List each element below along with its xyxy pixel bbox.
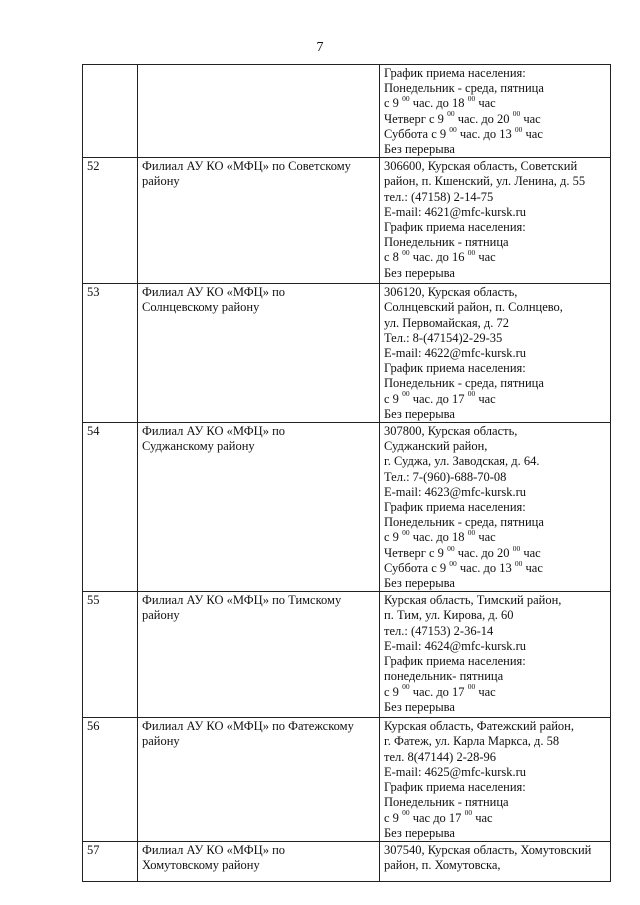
table-row xyxy=(83,65,611,158)
contact-info-line: Суджанский район, xyxy=(384,439,488,454)
contact-info-line: понедельник- пятница xyxy=(384,669,504,684)
contact-info-line: Без перерыва xyxy=(384,265,455,280)
contact-info-line: с 9 $^{00}$ час. до 18 $^{00}$ час xyxy=(384,528,496,545)
branch-contact-info xyxy=(380,718,611,842)
table-row xyxy=(83,718,611,842)
branch-name-line: Филиал АУ КО «МФЦ» по xyxy=(142,424,286,439)
contact-info-line: Понедельник - пятница xyxy=(384,235,509,250)
branch-name xyxy=(138,65,380,158)
contact-info-line: E-mail: 4623@mfc-kursk.ru xyxy=(384,484,527,499)
mfc-branch-table xyxy=(82,64,611,882)
contact-info-line: График приема населения: xyxy=(384,500,526,515)
contact-info-line: График приема населения: xyxy=(384,66,526,80)
contact-info-line: Курская область, Тимский район, xyxy=(384,593,562,608)
row-number xyxy=(83,65,138,158)
contact-info-line: E-mail: 4625@mfc-kursk.ru xyxy=(384,764,527,779)
branch-name-line: Филиал АУ КО «МФЦ» по xyxy=(142,842,286,857)
contact-info-line: п. Тим, ул. Кирова, д. 60 xyxy=(384,608,514,623)
branch-name-line: Филиал АУ КО «МФЦ» по Тимскому xyxy=(142,593,342,608)
branch-name-line: Суджанскому району xyxy=(142,439,255,454)
contact-info-line: Тел.: 8-(47154)2-29-35 xyxy=(384,330,503,345)
branch-name xyxy=(138,718,380,842)
contact-info-line: г. Суджа, ул. Заводская, д. 64. xyxy=(384,454,540,469)
contact-info-line: тел. 8(47144) 2-28-96 xyxy=(384,749,497,764)
branch-name xyxy=(138,158,380,284)
contact-info-line: с 9 $^{00}$ час. до 17 $^{00}$ час xyxy=(384,682,496,699)
branch-name-line: Филиал АУ КО «МФЦ» по Советскому xyxy=(142,159,351,174)
contact-info-line: район, п. Хомутовска, xyxy=(384,858,501,873)
contact-info-line: E-mail: 4622@mfc-kursk.ru xyxy=(384,346,527,361)
contact-info-line: Без перерыва xyxy=(384,576,455,591)
contact-info-line: Без перерыва xyxy=(384,142,455,157)
contact-info-line: г. Фатеж, ул. Карла Маркса, д. 58 xyxy=(384,734,560,749)
contact-info-line: 306120, Курская область, xyxy=(384,285,518,300)
branch-contact-info xyxy=(380,841,611,881)
contact-info-line: с 9 $^{00}$ час. до 17 $^{00}$ час xyxy=(384,389,496,406)
table-row xyxy=(83,592,611,718)
contact-info-line: Понедельник - среда, пятница xyxy=(384,376,544,391)
contact-info-line: 306600, Курская область, Советский xyxy=(384,159,578,174)
row-number: 54 xyxy=(83,423,138,592)
table-body xyxy=(83,65,611,882)
branch-name-line: Солнцевскому району xyxy=(142,300,260,315)
contact-info-line: График приема населения: xyxy=(384,361,526,376)
contact-info-line: тел.: (47158) 2-14-75 xyxy=(384,189,494,204)
branch-name-line: Филиал АУ КО «МФЦ» по xyxy=(142,285,286,300)
contact-info-line: 307800, Курская область, xyxy=(384,424,518,439)
contact-info-line: Без перерыва xyxy=(384,406,455,421)
branch-contact-info xyxy=(380,158,611,284)
row-number: 55 xyxy=(83,592,138,718)
contact-info-line: Курская область, Фатежский район, xyxy=(384,719,574,734)
contact-info-line: E-mail: 4621@mfc-kursk.ru xyxy=(384,204,527,219)
row-number: 52 xyxy=(83,158,138,284)
contact-info-line: Суббота с 9 $^{00}$ час. до 13 $^{00}$ час xyxy=(384,124,543,141)
branch-contact-info xyxy=(380,592,611,718)
branch-contact-info xyxy=(380,284,611,423)
branch-name-line: Хомутовскому району xyxy=(142,858,260,873)
contact-info-line: с 9 $^{00}$ час до 17 $^{00}$ час xyxy=(384,808,493,825)
contact-info-line: Понедельник - среда, пятница xyxy=(384,515,544,530)
branch-contact-info xyxy=(380,423,611,592)
branch-name-line: району xyxy=(142,174,180,189)
contact-info-line: Понедельник - среда, пятница xyxy=(384,81,544,96)
contact-info-line: Без перерыва xyxy=(384,699,455,714)
page-number: 7 xyxy=(316,40,324,55)
table-row xyxy=(83,158,611,284)
branch-contact-info xyxy=(380,65,611,158)
table-row xyxy=(83,284,611,423)
contact-info-line: E-mail: 4624@mfc-kursk.ru xyxy=(384,638,527,653)
contact-info-line: 307540, Курская область, Хомутовский xyxy=(384,842,592,857)
contact-info-line: Тел.: 7-(960)-688-70-08 xyxy=(384,469,507,484)
contact-info-line: График приема населения: xyxy=(384,220,526,235)
table-row xyxy=(83,841,611,881)
contact-info-line: Четверг с 9 $^{00}$ час. до 20 $^{00}$ час xyxy=(384,109,541,126)
branch-name-line: району xyxy=(142,608,180,623)
row-number: 53 xyxy=(83,284,138,423)
contact-info-line: График приема населения: xyxy=(384,780,526,795)
contact-info-line: район, п. Кшенский, ул. Ленина, д. 55 xyxy=(384,174,586,189)
contact-info-line: тел.: (47153) 2-36-14 xyxy=(384,623,494,638)
branch-name xyxy=(138,841,380,881)
contact-info-line: с 9 $^{00}$ час. до 18 $^{00}$ час xyxy=(384,94,496,111)
row-number: 56 xyxy=(83,718,138,842)
row-number: 57 xyxy=(83,841,138,881)
contact-info-line: ул. Первомайская, д. 72 xyxy=(384,315,509,330)
branch-name-line: району xyxy=(142,734,180,749)
contact-info-line: Четверг с 9 $^{00}$ час. до 20 $^{00}$ час xyxy=(384,543,541,560)
branch-name xyxy=(138,423,380,592)
contact-info-line: Без перерыва xyxy=(384,825,455,840)
table-row xyxy=(83,423,611,592)
contact-info-line: График приема населения: xyxy=(384,654,526,669)
branch-name xyxy=(138,592,380,718)
contact-info-line: с 8 $^{00}$ час. до 16 $^{00}$ час xyxy=(384,248,496,265)
contact-info-line: Солнцевский район, п. Солнцево, xyxy=(384,300,563,315)
branch-name xyxy=(138,284,380,423)
branch-name-line: Филиал АУ КО «МФЦ» по Фатежскому xyxy=(142,719,354,734)
contact-info-line: Понедельник - пятница xyxy=(384,795,509,810)
contact-info-line: Суббота с 9 $^{00}$ час. до 13 $^{00}$ час xyxy=(384,558,543,575)
